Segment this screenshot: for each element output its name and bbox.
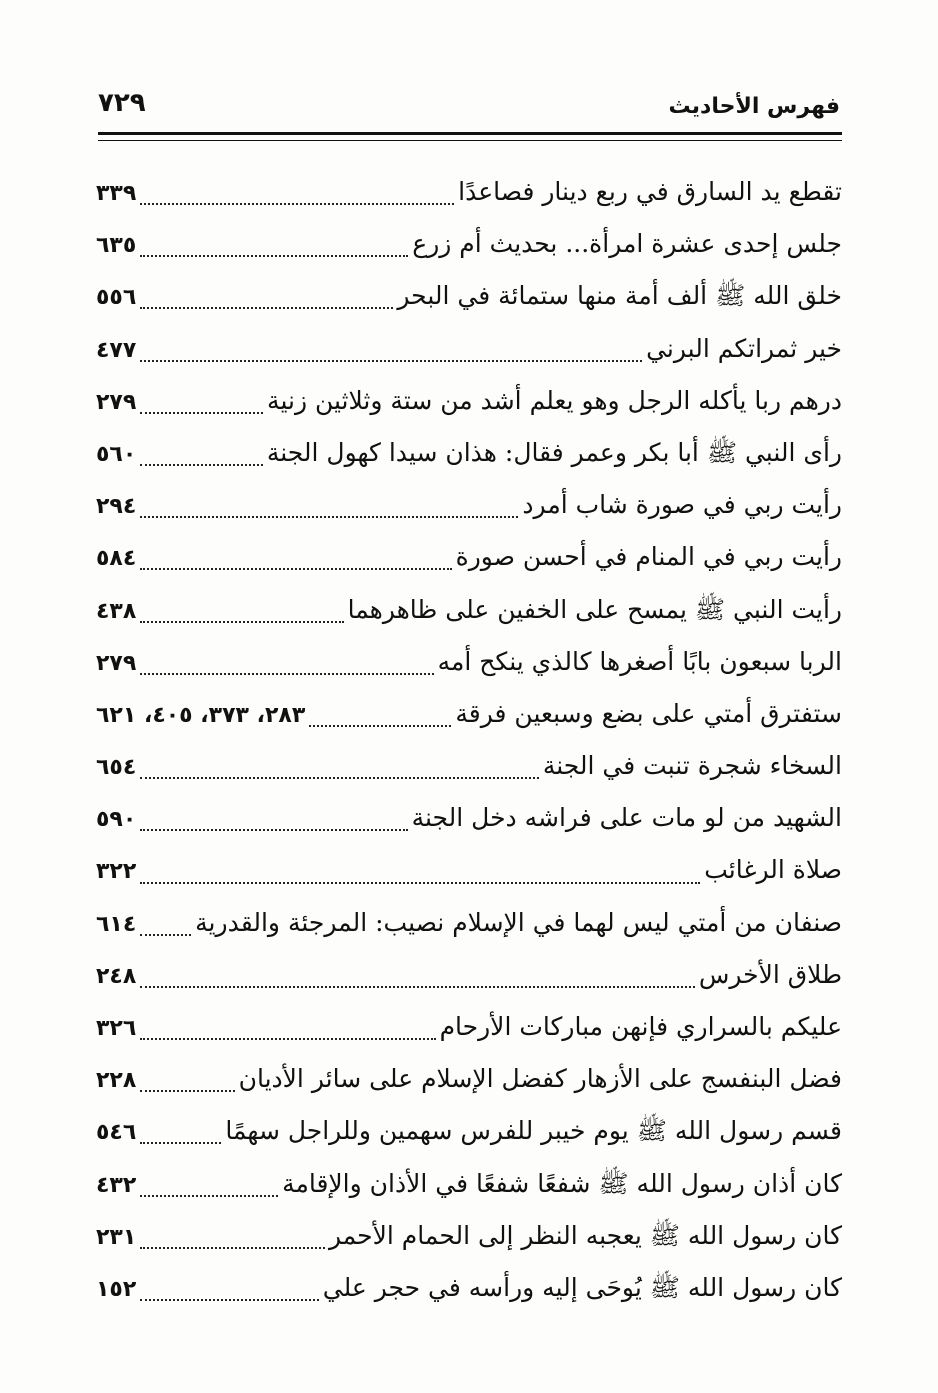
hadith-text: رأيت ربي في صورة شاب أمرد: [522, 490, 842, 520]
dot-leader: [140, 460, 263, 466]
index-entry: [96, 1053, 842, 1105]
page-reference: ٢٢٨: [96, 1068, 137, 1094]
dot-leader: [140, 1086, 234, 1092]
hadith-text: خير ثمراتكم البرني: [646, 333, 842, 363]
page-reference: ٥٨٤: [96, 546, 137, 572]
dot-leader: [140, 303, 393, 309]
hadith-text: فضل البنفسج على الأزهار كفضل الإسلام على سائر الأديان: [238, 1064, 842, 1094]
index-entry: [96, 636, 842, 688]
header-rule-thin: [98, 140, 842, 141]
hadith-text: رأى النبي ﷺ أبا بكر وعمر فقال: هذان سيدا كهول الجنة: [266, 437, 842, 467]
index-entry: [96, 166, 842, 218]
dot-leader: [140, 878, 700, 884]
page-reference: ٥٦٠: [96, 441, 137, 467]
dot-leader: [140, 982, 695, 988]
index-entry: [96, 1105, 842, 1157]
page-reference: ٤٧٧: [96, 337, 137, 363]
dot-leader: [140, 1295, 318, 1301]
hadith-text: السخاء شجرة تنبت في الجنة: [542, 751, 842, 781]
dot-leader: [140, 356, 642, 362]
dot-leader: [140, 825, 407, 831]
page-reference: ٥٥٦: [96, 285, 137, 311]
dot-leader: [140, 930, 191, 936]
index-entry: [96, 427, 842, 479]
page-reference: ٢٨٣، ٣٧٣، ٤٠٥، ٦٢١: [96, 702, 306, 728]
index-entry: [96, 1001, 842, 1053]
dot-leader: [140, 251, 408, 257]
dot-leader: [140, 1191, 278, 1197]
hadith-text: رأيت ربي في المنام في أحسن صورة: [455, 542, 842, 572]
hadith-text: تقطع يد السارق في ربع دينار فصاعدًا: [458, 177, 842, 206]
hadith-index-list: [96, 166, 842, 1314]
index-entry: [96, 584, 842, 636]
hadith-text: كان رسول الله ﷺ يعجبه النظر إلى الحمام الأحمر: [328, 1220, 842, 1250]
index-entry: [96, 792, 842, 844]
page-reference: ٥٤٦: [96, 1120, 137, 1146]
hadith-text: رأيت النبي ﷺ يمسح على الخفين على ظاهرهما: [347, 594, 842, 624]
dot-leader: [140, 564, 451, 570]
dot-leader: [140, 1034, 435, 1040]
hadith-text: صنفان من أمتي ليس لهما في الإسلام نصيب: المرجئة والقدرية: [195, 907, 842, 937]
hadith-text: كان رسول الله ﷺ يُوحَى إليه ورأسه في حجر علي: [322, 1272, 842, 1302]
page-reference: ٢٧٩: [96, 389, 137, 415]
hadith-text: ستفترق أمتي على بضع وسبعين فرقة: [455, 698, 842, 728]
page-reference: ٢٤٨: [96, 963, 137, 989]
dot-leader: [309, 721, 451, 727]
index-entry: [96, 949, 842, 1001]
page-number: ٧٢٩: [98, 88, 146, 118]
page-reference: ٦١٤: [96, 911, 137, 937]
dot-leader: [140, 1243, 325, 1249]
hadith-text: قسم رسول الله ﷺ يوم خيبر للفرس سهمين وللراجل سهمًا: [225, 1116, 842, 1146]
index-title: فهرس الأحاديث: [668, 94, 840, 119]
index-entry: [96, 1158, 842, 1210]
hadith-text: صلاة الرغائب: [704, 855, 842, 885]
page-reference: ٣٢٦: [96, 1016, 137, 1041]
hadith-text: طلاق الأخرس: [698, 959, 842, 989]
index-entry: [96, 531, 842, 583]
page-reference: ٢٣١: [96, 1224, 137, 1250]
dot-leader: [140, 512, 518, 518]
index-entry: [96, 270, 842, 322]
index-entry: [96, 897, 842, 949]
index-entry: [96, 479, 842, 531]
header-rule-thick: [98, 132, 842, 135]
hadith-text: كان أذان رسول الله ﷺ شفعًا شفعًا في الأذان والإقامة: [282, 1168, 842, 1198]
page-reference: ٢٧٩: [96, 650, 137, 676]
page-reference: ٦٣٥: [96, 233, 137, 259]
dot-leader: [140, 773, 539, 779]
index-entry: [96, 1210, 842, 1262]
dot-leader: [140, 199, 454, 205]
page-reference: ٥٩٠: [96, 807, 137, 833]
dot-leader: [140, 669, 433, 675]
index-entry: [96, 375, 842, 427]
page-reference: ١٥٢: [96, 1276, 137, 1302]
page-reference: ٦٥٤: [96, 755, 137, 781]
page-reference: ٤٣٢: [96, 1172, 137, 1198]
hadith-text: خلق الله ﷺ ألف أمة منها ستمائة في البحر: [397, 281, 842, 311]
index-entry: [96, 688, 842, 740]
hadith-text: عليكم بالسراري فإنهن مباركات الأرحام: [439, 1012, 842, 1041]
page-reference: ٢٩٤: [96, 494, 137, 520]
page-reference: ٤٣٨: [96, 598, 137, 624]
dot-leader: [140, 1138, 221, 1144]
dot-leader: [140, 408, 263, 414]
hadith-text: درهم ربا يأكله الرجل وهو يعلم أشد من ستة وثلاثين زنية: [267, 385, 842, 415]
index-entry: [96, 844, 842, 896]
dot-leader: [140, 617, 343, 623]
page-reference: ٣٢٢: [96, 859, 137, 885]
index-entry: [96, 1262, 842, 1314]
running-header: [98, 88, 840, 124]
hadith-text: الربا سبعون بابًا أصغرها كالذي ينكح أمه: [437, 646, 842, 676]
index-entry: [96, 740, 842, 792]
page-reference: ٣٣٩: [96, 181, 137, 206]
index-entry: [96, 218, 842, 270]
hadith-text: الشهيد من لو مات على فراشه دخل الجنة: [411, 803, 842, 833]
index-entry: [96, 323, 842, 375]
hadith-text: جلس إحدى عشرة امرأة... بحديث أم زرع: [412, 229, 842, 259]
